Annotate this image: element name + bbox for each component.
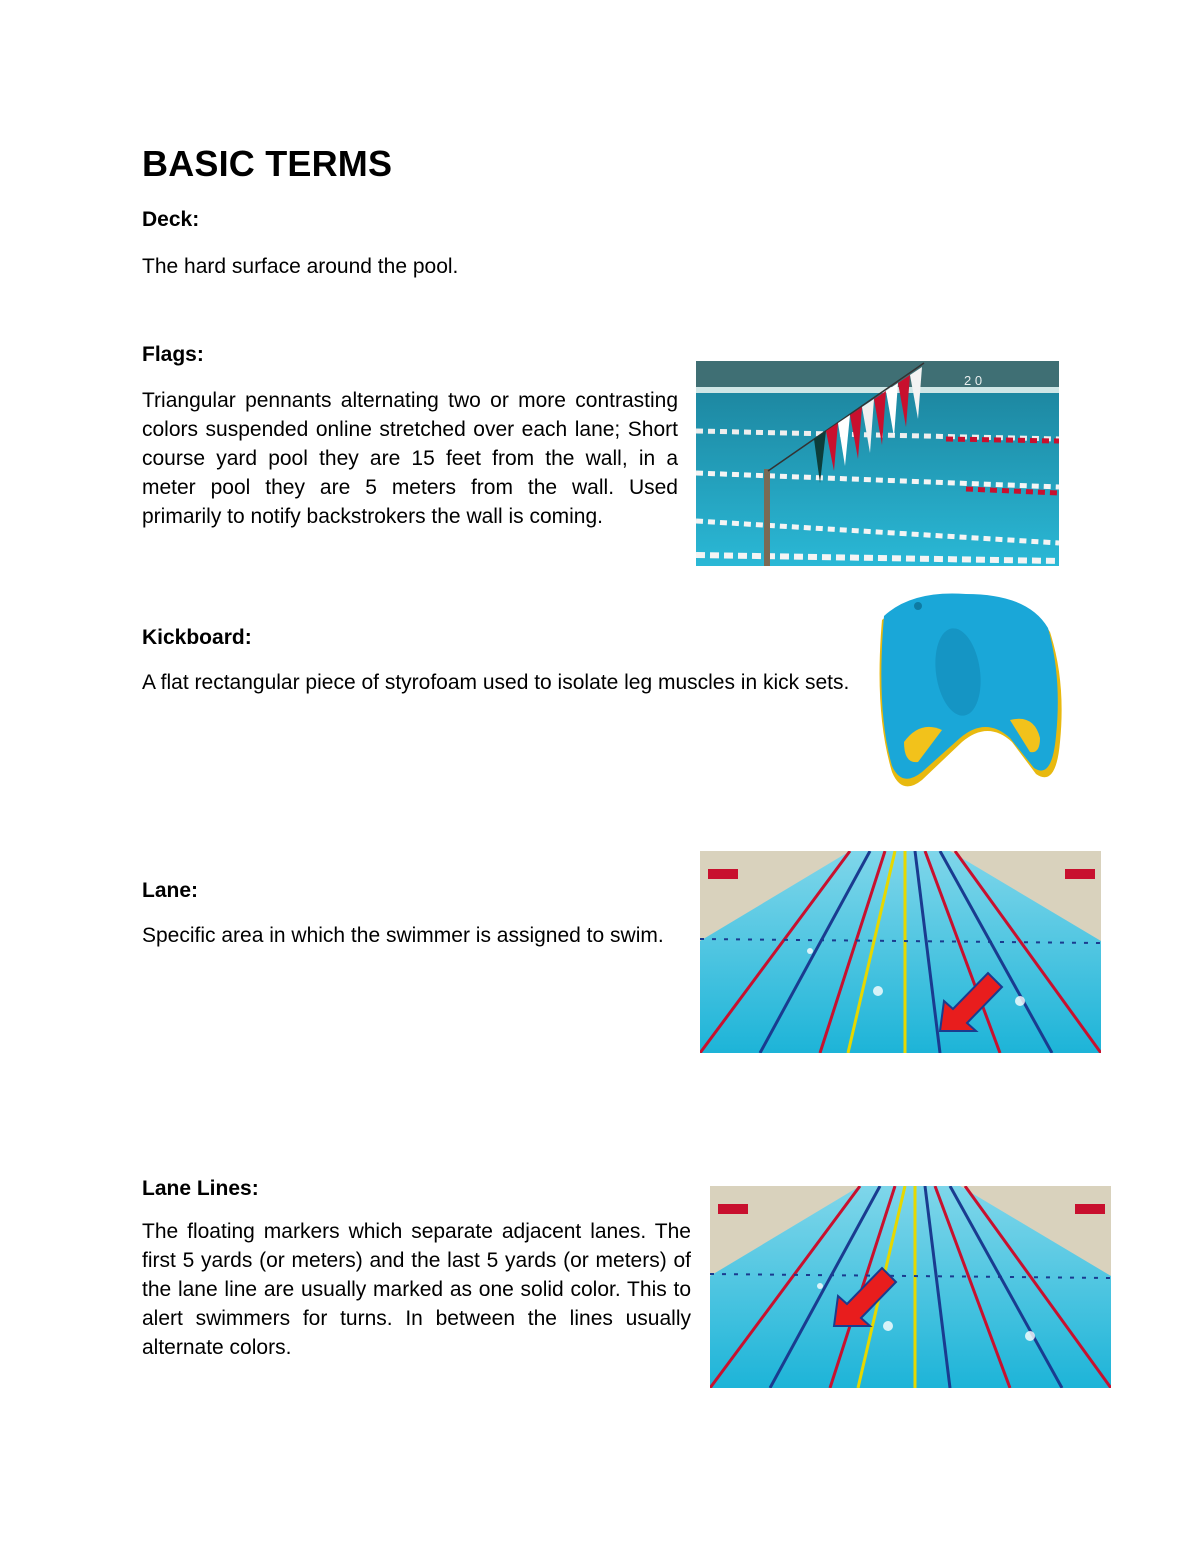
flags-photo xyxy=(696,361,1059,566)
kickboard-photo xyxy=(870,592,1066,796)
term-flags: Flags: xyxy=(142,343,204,366)
page-title: BASIC TERMS xyxy=(142,143,393,184)
term-lane: Lane: xyxy=(142,879,199,902)
definition-flags: Triangular pennants alternating two or more contrasting colors suspended online stretched over each lane; Short course yard pool they are 15 feet from the wall, in a meter pool they are 5 meters from the wall. Used primarily to notify backstrokers the wall is coming. xyxy=(142,389,678,528)
term-kickboard: Kickboard: xyxy=(142,626,252,649)
term-deck: Deck: xyxy=(142,208,200,231)
definition-kickboard: A flat rectangular piece of styrofoam used to isolate leg muscles in kick sets. xyxy=(142,671,850,694)
lane-photo xyxy=(700,851,1101,1053)
term-lane-lines: Lane Lines: xyxy=(142,1177,259,1200)
flags-photo-marker: 2 0 xyxy=(964,373,983,388)
lane-lines-photo xyxy=(710,1186,1111,1388)
definition-deck: The hard surface around the pool. xyxy=(142,255,459,278)
definition-lane-lines: The floating markers which separate adjacent lanes. The first 5 yards (or meters) and the last 5 yards (or meters) of the lane line are usually marked as one solid color. This to alert swimmers for turns. In between the lines usually alternate colors. xyxy=(142,1220,691,1359)
definition-lane: Specific area in which the swimmer is assigned to swim. xyxy=(142,924,664,947)
